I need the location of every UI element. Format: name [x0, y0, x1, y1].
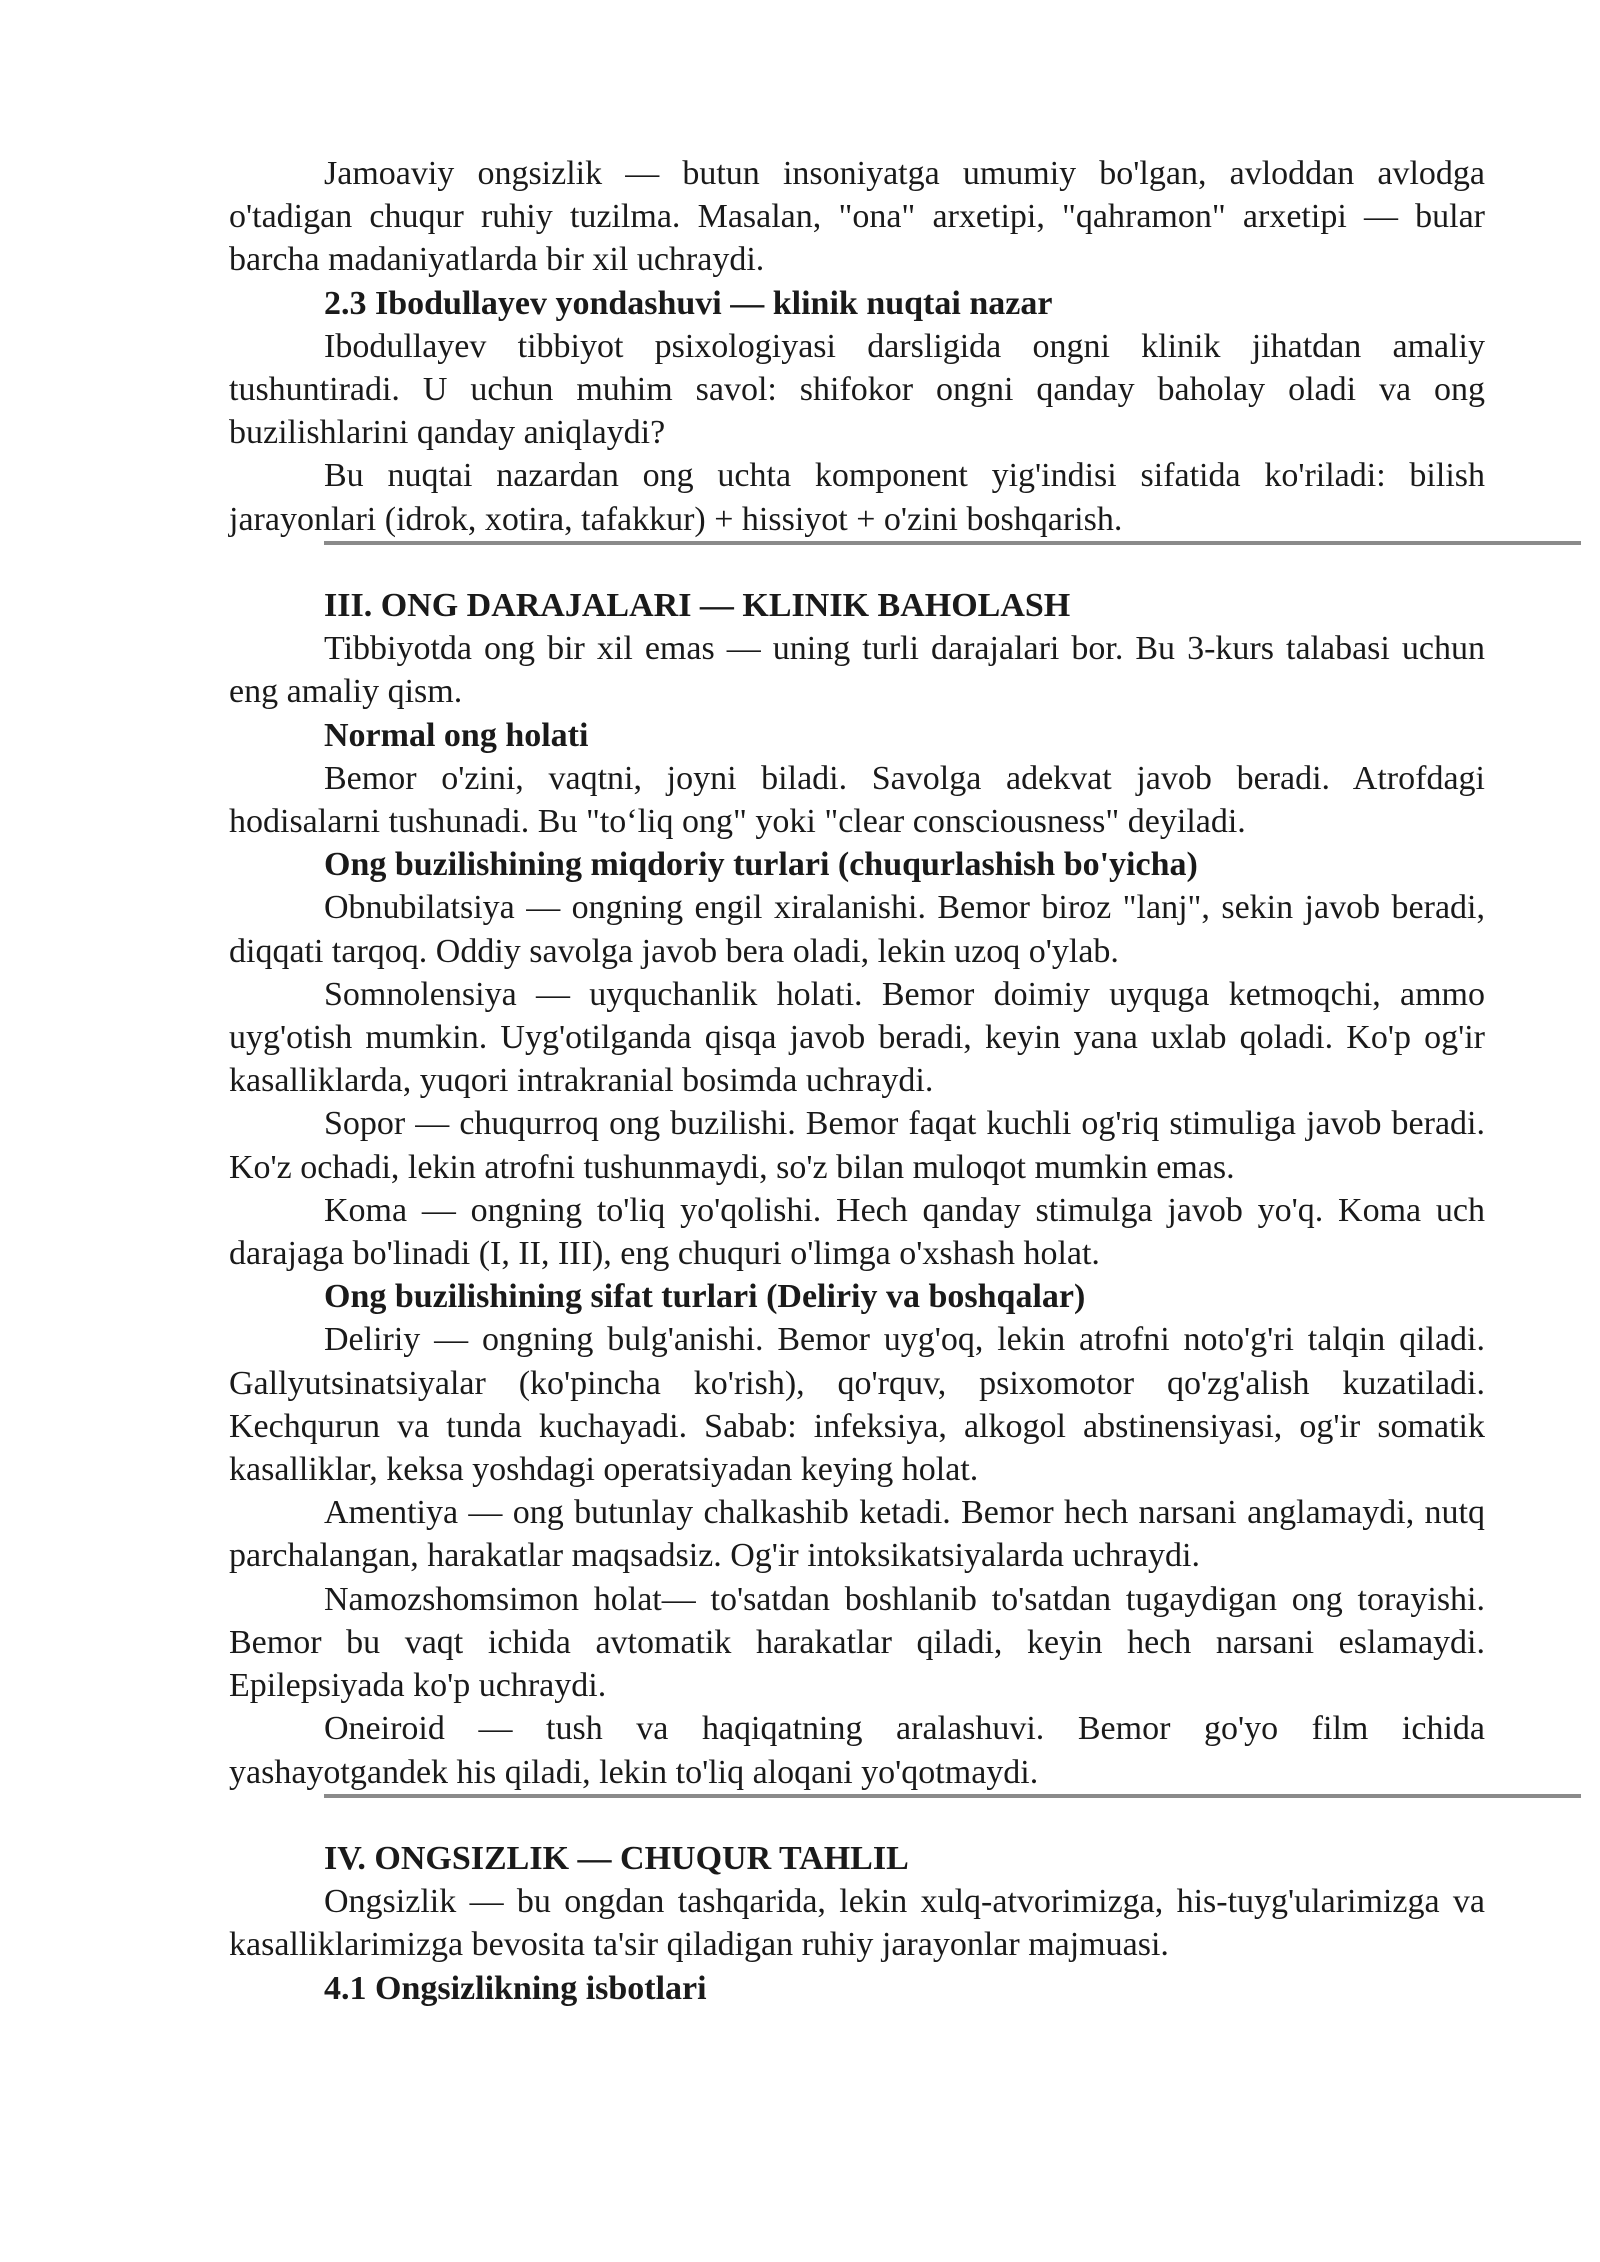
paragraph-sopor: Sopor — chuqurroq ong buzilishi. Bemor faqat kuchli og'riq stimuliga javob beradi. Ko'z ochadi, lekin atrofni tushunmaydi, so'z bilan muloqot mumkin emas. [229, 1105, 1485, 1186]
paragraph-oneiroid: Oneiroid — tush va haqiqatning aralashuvi. Bemor go'yo film ichida yashayotgandek his qiladi, lekin to'liq aloqani yo'qotmaydi. [229, 1710, 1485, 1791]
heading-2-3: 2.3 Ibodullayev yondashuvi — klinik nuqtai nazar [324, 284, 1053, 322]
heading-4-1: 4.1 Ongsizlikning isbotlari [324, 1969, 707, 2007]
paragraph-ongsizlik: Ongsizlik — bu ongdan tashqarida, lekin xulq-atvorimizga, his-tuyg'ularimizga va kasalliklarimizga bevosita ta'sir qiladigan ruhiy jarayonlar majmuasi. [229, 1883, 1485, 1964]
paragraph-jamoaviy-ongsizlik: Jamoaviy ongsizlik — butun insoniyatga umumiy bo'lgan, avloddan avlodga o'tadigan chuqur ruhiy tuzilma. Masalan, "ona" arxetipi, "qahramon" arxetipi — bular barcha madaniyatlarda bir xil uchraydi. [229, 155, 1485, 279]
heading-miqdoriy-turlari: Ong buzilishining miqdoriy turlari (chuqurlashish bo'yicha) [324, 846, 1198, 884]
paragraph-deliriy: Deliriy — ongning bulg'anishi. Bemor uyg'oq, lekin atrofni noto'g'ri talqin qiladi. Gallyutsinatsiyalar (ko'pincha ko'rish), qo'rquv, psixomotor qo'zg'alish kuzatiladi. Kechqurun va tunda kuchayadi. Sabab: infeksiya, alkogol abstinensiyasi, og'ir somatik kasalliklar, keksa yoshdagi operatsiyadan keying holat. [229, 1321, 1485, 1489]
paragraph-namozshomsimon: Namozshomsimon holat— to'satdan boshlanib to'satdan tugaydigan ong torayishi. Bemor bu vaqt ichida avtomatik harakatlar qiladi, keyin hech narsani eslamaydi. Epilepsiyada ko'p uchraydi. [229, 1580, 1485, 1705]
heading-normal-ong: Normal ong holati [324, 716, 589, 754]
section-divider [229, 541, 1485, 584]
paragraph-normal-ong: Bemor o'zini, vaqtni, joyni biladi. Savolga adekvat javob beradi. Atrofdagi hodisalarni tushunadi. Bu "to‘liq ong" yoki "clear consciousness" deyiladi. [229, 759, 1485, 841]
document-page [229, 152, 1485, 2010]
paragraph-ong-darajalari: Tibbiyotda ong bir xil emas — uning turli darajalari bor. Bu 3-kurs talabasi uchun eng amaliy qism. [229, 630, 1485, 711]
section-title-iii: III. ONG DARAJALARI — KLINIK BAHOLASH [324, 587, 1071, 625]
paragraph-obnubilatsiya: Obnubilatsiya — ongning engil xiralanishi. Bemor biroz "lanj", sekin javob beradi, diqqati tarqoq. Oddiy savolga javob bera oladi, lekin uzoq o'ylab. [229, 889, 1485, 970]
paragraph-amentiya: Amentiya — ong butunlay chalkashib ketadi. Bemor hech narsani anglamaydi, nutq parchalangan, harakatlar maqsadsiz. Og'ir intoksikatsiyalarda uchraydi. [229, 1494, 1485, 1575]
paragraph-somnolensiya: Somnolensiya — uyquchanlik holati. Bemor doimiy uyquga ketmoqchi, ammo uyg'otish mumkin. Uyg'otilganda qisqa javob beradi, keyin yana uxlab qoladi. Ko'p og'ir kasalliklarda, yuqori intrakranial bosimda uchraydi. [229, 975, 1485, 1100]
section-divider [229, 1794, 1485, 1837]
section-title-iv: IV. ONGSIZLIK — CHUQUR TAHLIL [324, 1839, 909, 1877]
paragraph-uchta-komponent: Bu nuqtai nazardan ong uchta komponent yig'indisi sifatida ko'riladi: bilish jarayonlari (idrok, xotira, tafakkur) + hissiyot + o'zini boshqarish. [229, 457, 1485, 538]
paragraph-koma: Koma — ongning to'liq yo'qolishi. Hech qanday stimulga javob yo'q. Koma uch darajaga bo'linadi (I, II, III), eng chuquri o'limga o'xshash holat. [229, 1191, 1485, 1273]
heading-sifat-turlari: Ong buzilishining sifat turlari (Deliriy va boshqalar) [324, 1278, 1086, 1316]
paragraph-ibodullayev: Ibodullayev tibbiyot psixologiyasi darsligida ongni klinik jihatdan amaliy tushuntiradi. U uchun muhim savol: shifokor ongni qanday baholay oladi va ong buzilishlarini qanday aniqlaydi? [229, 327, 1485, 452]
